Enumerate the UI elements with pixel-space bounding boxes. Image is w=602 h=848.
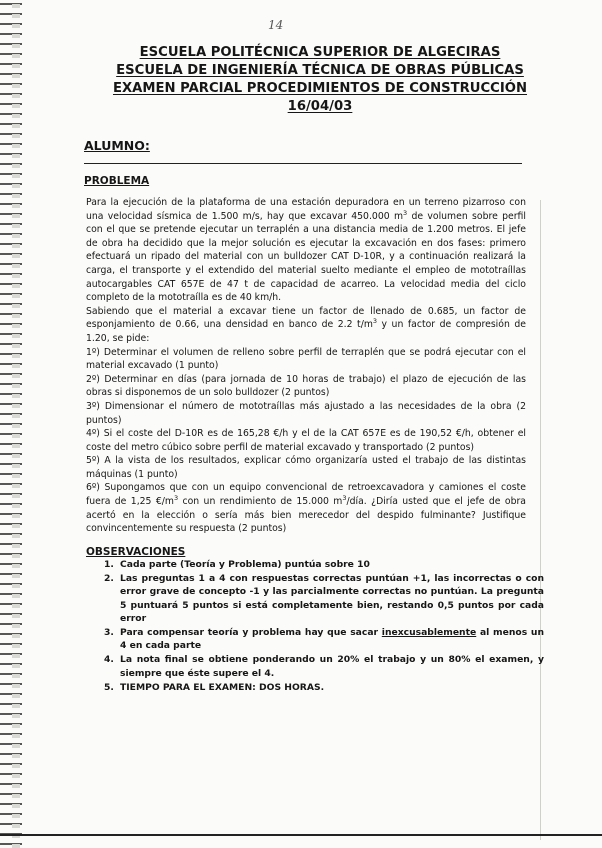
header-date: 16/04/03 <box>287 99 353 114</box>
problem-data: Sabiendo que el material a excavar tiene un factor de llenado de 0.685, un factor de esponjamiento de 0.66, una densidad en banco de 2.2 $t/m^3$ y un factor de compresión de 1.20, se pide: <box>86 305 526 344</box>
handwritten-page-number: 14 <box>268 18 284 32</box>
question-4: 4º) Si el coste del D-10R es de 165,28 €/h y el de la CAT 657E es de 190,52 €/h, obtener el coste del metro cúbico sobre perfil de material excavado y transportado (2 puntos) <box>86 428 526 453</box>
problem-intro: Para la ejecución de la plataforma de una estación depuradora en un terreno pizarroso con una velocidad sísmica de 1.500 m/s, hay que excavar 450.000 $m^3$ de volumen sobre perfil con el que se pretende ejecutar un terraplén a una distancia media de 1.200 metros. El jefe de obra ha decidido que la mejor solución es ejecutar la excavación en dos fases: primero efectuará un ripado del material con un bulldozer CAT D-10R, y a continuación realizará la carga, el transporte y el extendido del material suelto mediante el empleo de mototraíllas autocargables CAT 657E de 47 t de capacidad de acarreo. La velocidad media del ciclo completo de la mototraílla es de 40 km/h. <box>86 197 526 304</box>
question-5: 5º) A la vista de los resultados, explicar cómo organizaría usted el trabajo de las distintas máquinas (1 punto) <box>86 455 526 480</box>
problem-title: PROBLEMA <box>84 175 150 187</box>
question-2: 2º) Determinar en días (para jornada de 10 horas de trabajo) el plazo de ejecución de las obras si disponemos de un solo bulldozer (2 puntos) <box>86 373 526 399</box>
observation-item: 4. La nota final se obtiene ponderando un 20% el trabajo y un 80% el examen, y siempre que éste supere el 4. <box>104 654 544 679</box>
header-department: ESCUELA DE INGENIERÍA TÉCNICA DE OBRAS PÚBLICAS <box>116 63 524 78</box>
binding-holes <box>12 0 20 848</box>
exam-header <box>70 44 570 116</box>
problem-statement <box>86 196 526 536</box>
notebook-margin-line <box>540 200 541 840</box>
observations-title: OBSERVACIONES <box>86 546 186 558</box>
question-1: 1º) Determinar el volumen de relleno sobre perfil de terraplén que se podrá ejecutar con el material excavado (1 punto) <box>86 346 526 372</box>
observation-item: 2. Las preguntas 1 a 4 con respuestas correctas puntúan +1, las incorrectas o con error grave de concepto -1 y las parcialmente correctas no puntúan. La pregunta 5 puntuará 5 puntos si está completamente bien, restando 0,5 puntos por cada error <box>104 573 544 624</box>
page-bottom-edge <box>0 834 602 836</box>
question-3: 3º) Dimensionar el número de mototraíllas más ajustado a las necesidades de la obra (2 puntos) <box>86 400 526 426</box>
observation-item: 1. Cada parte (Teoría y Problema) puntúa sobre 10 <box>104 559 370 570</box>
header-school: ESCUELA POLITÉCNICA SUPERIOR DE ALGECIRAS <box>139 45 501 60</box>
observations-list <box>104 558 544 695</box>
student-name-line <box>84 163 522 164</box>
observation-item: 3. Para compensar teoría y problema hay que sacar inexcusablemente al menos un 4 en cada parte <box>104 627 545 652</box>
student-name-label: ALUMNO: <box>84 138 150 153</box>
header-exam-title: EXAMEN PARCIAL PROCEDIMIENTOS DE CONSTRUCCIÓN <box>112 81 528 96</box>
observation-item: 5. TIEMPO PARA EL EXAMEN: DOS HORAS. <box>104 681 325 693</box>
question-6: 6º) Supongamos que con un equipo convencional de retroexcavadora y camiones el coste fuera de 1,25 $€/m^3$ con un rendimiento de 15.000 $m^3$/día. ¿Diría usted que el jefe de obra acertó en la elección o sería más bien merecedor del despido fulminante? Justifique convincentemente su respuesta (2 puntos) <box>86 482 527 535</box>
